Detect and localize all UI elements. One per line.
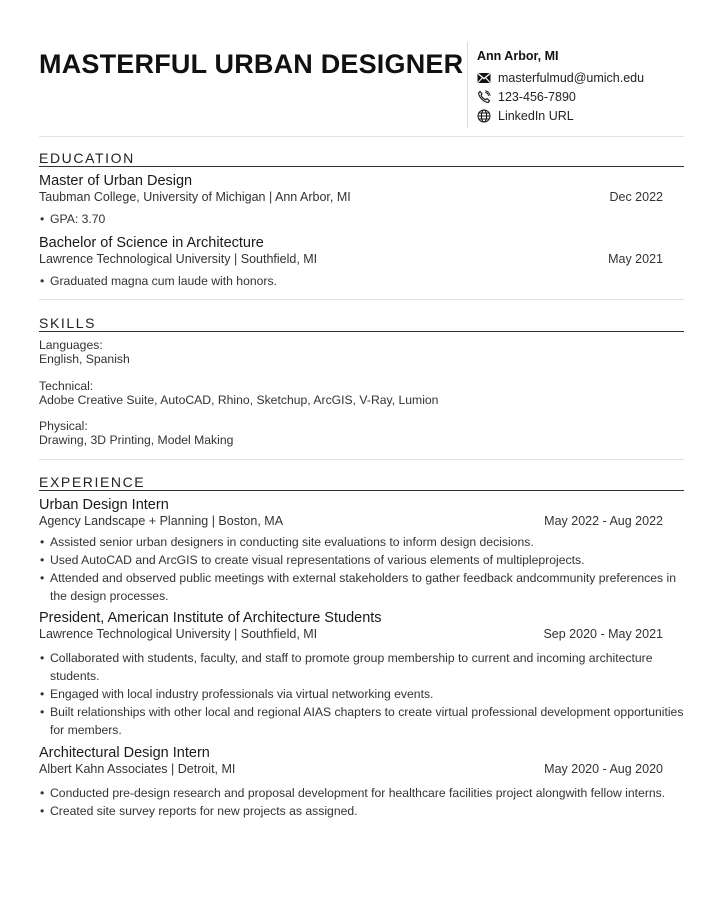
- phone-icon: [477, 90, 491, 104]
- bullet-item: • Attended and observed public meetings with external stakeholders to gather feedback andcommunity preferences in the design processes.: [39, 569, 684, 605]
- org-line: [39, 762, 684, 777]
- bullet-list: [39, 649, 684, 739]
- candidate-name: MASTERFUL URBAN DESIGNER: [39, 49, 464, 79]
- email-text[interactable]: masterfulmud@umich.edu: [498, 70, 645, 85]
- bullet-list: [39, 533, 684, 605]
- degree-title: Bachelor of Science in Architecture: [39, 235, 264, 251]
- skill-group: [39, 338, 684, 367]
- role-title: Architectural Design Intern: [39, 745, 210, 761]
- location: Ann Arbor, MI: [477, 49, 559, 63]
- bullet-item: • Collaborated with students, faculty, and staff to promote group membership to current and incoming architecture students.: [39, 649, 684, 685]
- bullet-item: • Built relationships with other local and regional AIAS chapters to create virtual professional development opportunities for members.: [39, 703, 684, 739]
- header-divider: [467, 42, 468, 128]
- org-name: Lawrence Technological University | Southfield, MI: [39, 627, 318, 641]
- skills-section: [39, 315, 684, 448]
- bullet-list: [39, 784, 684, 820]
- role-dates: May 2022 - Aug 2022: [544, 514, 663, 528]
- bullet-item: • Used AutoCAD and ArcGIS to create visual representations of various elements of multipleprojects.: [39, 551, 684, 569]
- skill-value: Adobe Creative Suite, AutoCAD, Rhino, Sketchup, ArcGIS, V-Ray, Lumion: [39, 393, 439, 407]
- bullet-item: • Created site survey reports for new projects as assigned.: [39, 802, 684, 820]
- linkedin-row[interactable]: [477, 106, 687, 125]
- org-line: [39, 514, 684, 529]
- linkedin-text[interactable]: LinkedIn URL: [498, 108, 574, 123]
- skill-value: Drawing, 3D Printing, Model Making: [39, 433, 234, 447]
- education-item: [39, 173, 684, 228]
- role-title: President, American Institute of Architecture Students: [39, 610, 382, 626]
- skill-group: [39, 379, 684, 408]
- phone-row[interactable]: [477, 87, 687, 106]
- education-item: [39, 235, 684, 290]
- school-name: Taubman College, University of Michigan | Ann Arbor, MI: [39, 190, 351, 204]
- envelope-icon: [477, 71, 491, 85]
- globe-icon: [477, 109, 491, 123]
- skill-category: Physical:: [39, 419, 88, 433]
- bullet-list: [39, 272, 684, 290]
- experience-item: [39, 745, 684, 820]
- degree-title: Master of Urban Design: [39, 173, 193, 189]
- skill-category: Languages:: [39, 338, 103, 352]
- contact-block: [477, 49, 687, 125]
- school-line: [39, 190, 684, 205]
- resume-header: [39, 0, 684, 137]
- bullet-item: • Conducted pre-design research and proposal development for healthcare facilities project alongwith fellow interns.: [39, 784, 684, 802]
- bullet-item: • Engaged with local industry professionals via virtual networking events.: [39, 685, 684, 703]
- bullet-item: • GPA: 3.70: [39, 210, 684, 228]
- experience-item: [39, 497, 684, 605]
- section-divider: [39, 299, 684, 300]
- role-title: Urban Design Intern: [39, 497, 169, 513]
- role-dates: Sep 2020 - May 2021: [543, 627, 663, 641]
- school-name: Lawrence Technological University | Southfield, MI: [39, 252, 318, 266]
- org-name: Albert Kahn Associates | Detroit, MI: [39, 762, 236, 776]
- role-dates: May 2020 - Aug 2020: [544, 762, 663, 776]
- education-heading: EDUCATION: [39, 150, 684, 167]
- section-divider: [39, 459, 684, 460]
- skill-category: Technical:: [39, 379, 94, 393]
- experience-item: [39, 610, 684, 739]
- education-section: [39, 150, 684, 290]
- degree-date: May 2021: [608, 252, 663, 266]
- experience-section: [39, 474, 684, 820]
- email-row[interactable]: [477, 68, 687, 87]
- skills-heading: SKILLS: [39, 315, 684, 332]
- bullet-item: • Graduated magna cum laude with honors.: [39, 272, 684, 290]
- phone-text[interactable]: 123-456-7890: [498, 89, 576, 104]
- skill-group: [39, 419, 684, 448]
- bullet-list: [39, 210, 684, 228]
- org-line: [39, 627, 684, 642]
- bullet-item: • Assisted senior urban designers in conducting site evaluations to inform design decisions.: [39, 533, 684, 551]
- resume-page: [39, 0, 684, 818]
- school-line: [39, 252, 684, 267]
- org-name: Agency Landscape + Planning | Boston, MA: [39, 514, 284, 528]
- degree-date: Dec 2022: [609, 190, 663, 204]
- skill-value: English, Spanish: [39, 352, 130, 366]
- experience-heading: EXPERIENCE: [39, 474, 684, 491]
